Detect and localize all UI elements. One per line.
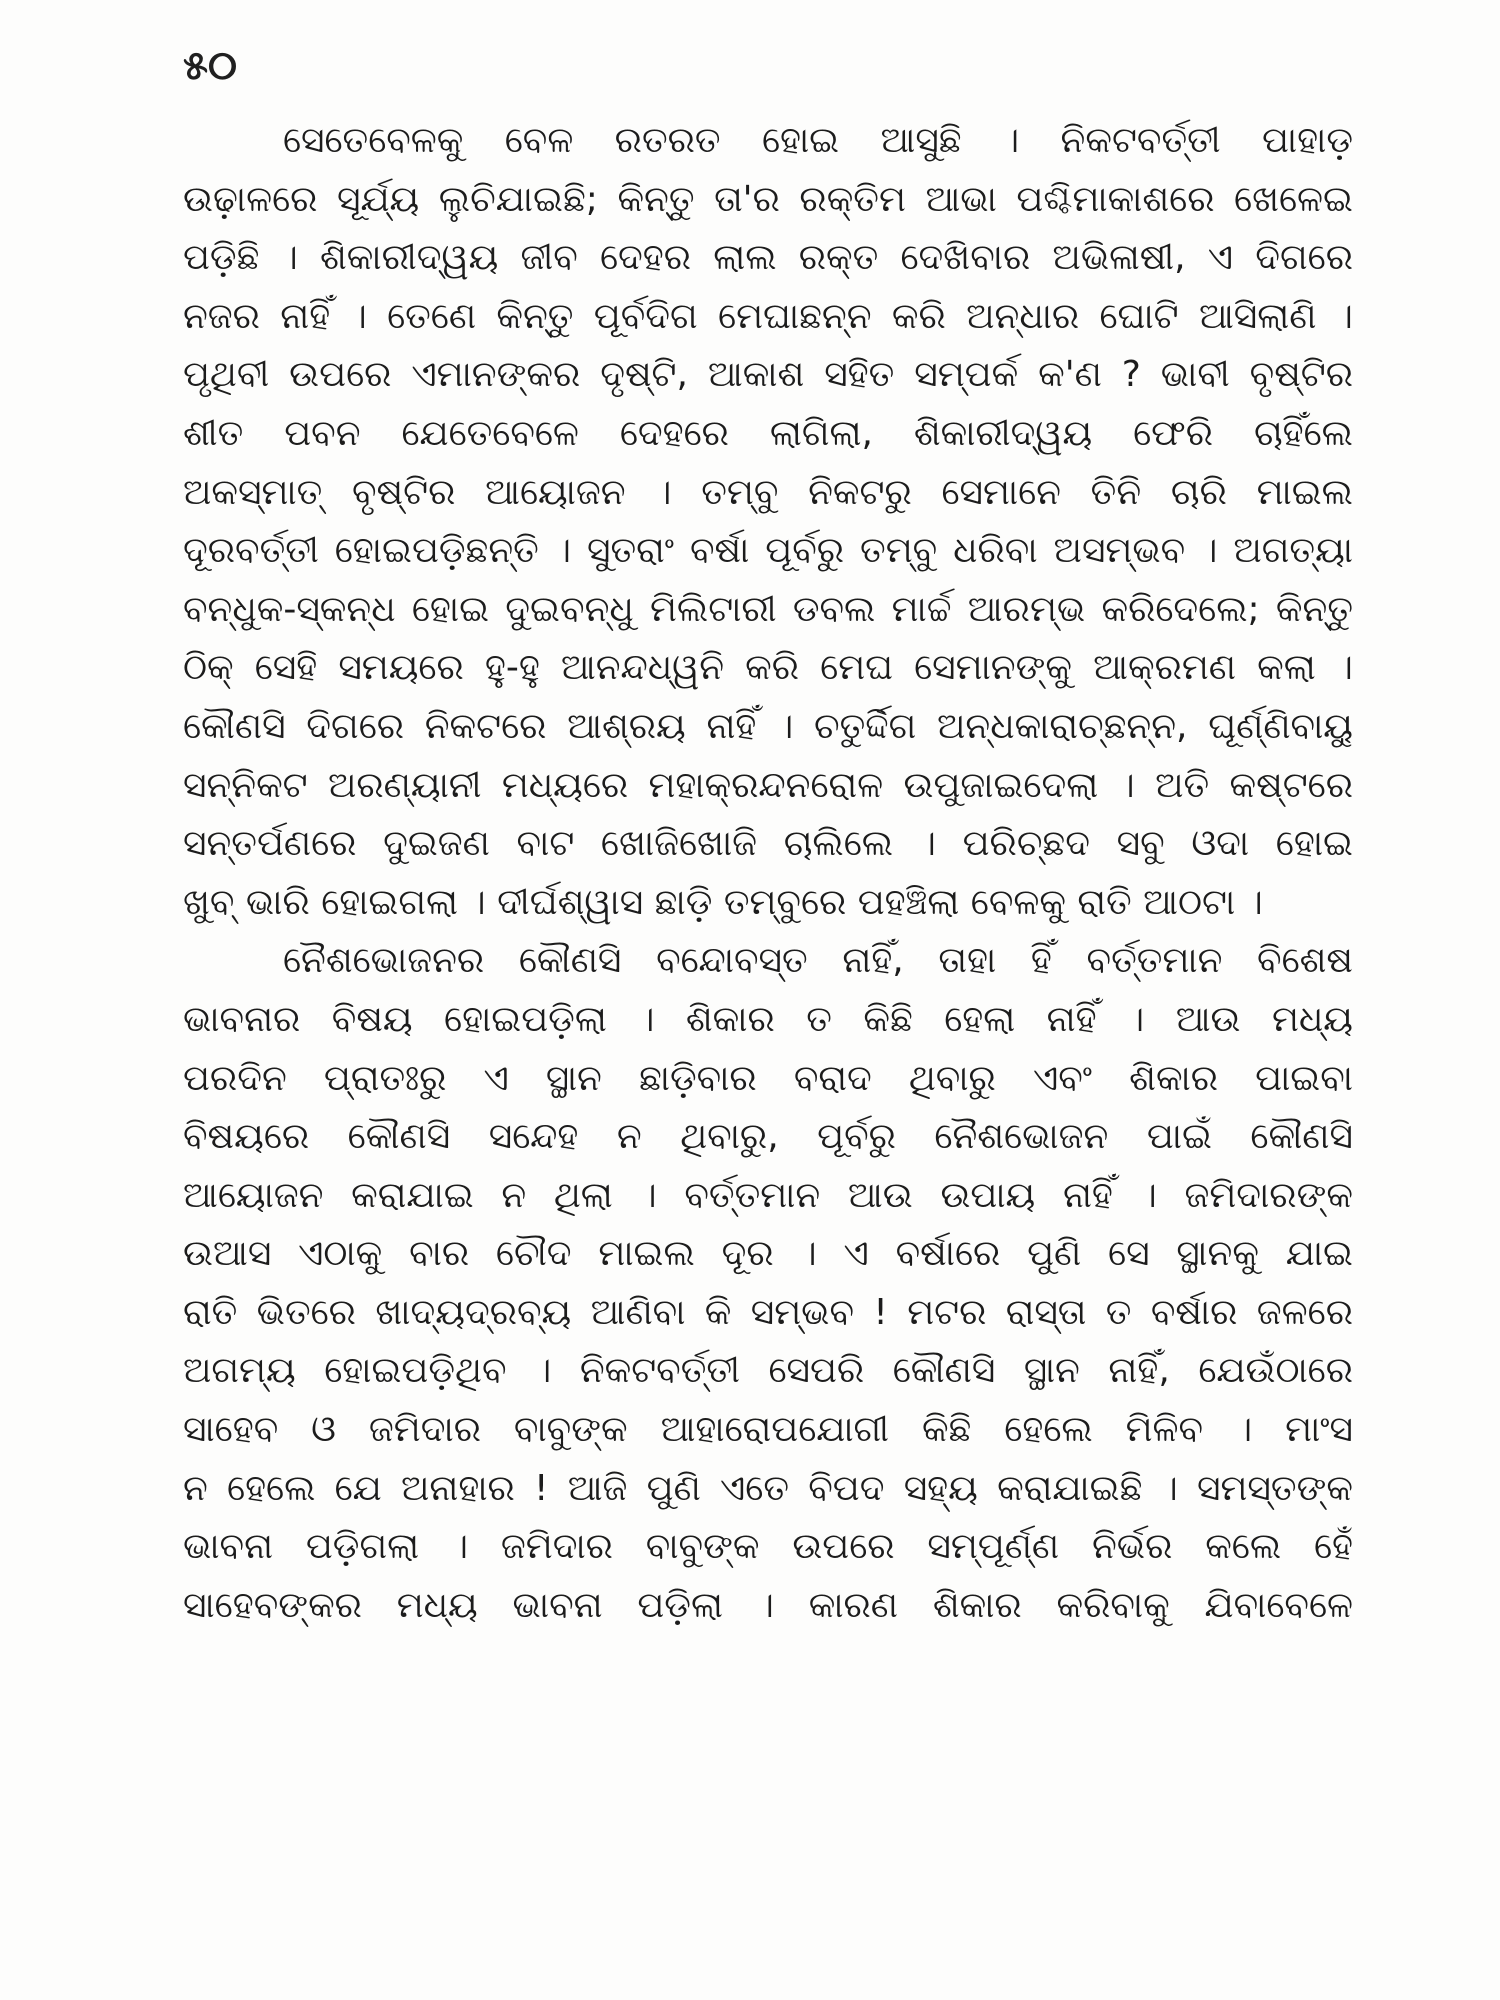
text-line: ନୈଶଭୋଜନର କୌଣସି ବନ୍ଦୋବସ୍ତ ନାହିଁ, ତାହା ହିଁ ବର୍ତ୍ତମାନ ବିଶେଷ <box>283 940 1353 982</box>
text-line: ଠିକ୍ ସେହି ସମୟରେ ହୁ-ହୁ ଆନନ୍ଦଧ୍ୱନି କରି ମେଘ ସେମାନଙ୍କୁ ଆକ୍ରମଣ କଲା । <box>183 647 1353 689</box>
text-line: ନ ହେଲେ ଯେ ଅନାହାର ! ଆଜି ପୁଣି ଏତେ ବିପଦ ସହ୍ୟ କରାଯାଇଛି । ସମସ୍ତଙ୍କ <box>183 1467 1353 1509</box>
text-line: ପଡ଼ିଛି । ଶିକାରୀଦ୍ୱୟ ଜୀବ ଦେହର ଲାଲ ରକ୍ତ ଦେଖିବାର ଅଭିଳାଷୀ, ଏ ଦିଗରେ <box>183 237 1353 279</box>
text-line: ଖୁବ୍ ଭାରି ହୋଇଗଲା । ଦୀର୍ଘଶ୍ୱାସ ଛାଡ଼ି ତମ୍ବୁରେ ପହଞ୍ଚିଲା ବେଳକୁ ରାତି ଆଠଟା । <box>183 881 1263 923</box>
text-line: ଭାବନାର ବିଷୟ ହୋଇପଡ଼ିଲା । ଶିକାର ତ କିଛି ହେଲା ନାହିଁ । ଆଉ ମଧ୍ୟ <box>183 998 1353 1040</box>
text-line: ରାତି ଭିତରେ ଖାଦ୍ୟଦ୍ରବ୍ୟ ଆଣିବା କି ସମ୍ଭବ ! ମଟର ରାସ୍ତା ତ ବର୍ଷାର ଜଳରେ <box>183 1291 1353 1333</box>
text-line: ବିଷୟରେ କୌଣସି ସନ୍ଦେହ ନ ଥିବାରୁ, ପୂର୍ବରୁ ନୈଶଭୋଜନ ପାଇଁ କୌଣସି <box>183 1116 1353 1158</box>
text-line: ଭାବନା ପଡ଼ିଗଲା । ଜମିଦାର ବାବୁଙ୍କ ଉପରେ ସମ୍ପୂର୍ଣ୍ଣ ନିର୍ଭର କଲେ ହେଁ <box>183 1526 1353 1568</box>
text-line: ବନ୍ଧୁକ-ସ୍କନ୍ଧ ହୋଇ ଦୁଇବନ୍ଧୁ ମିଲିଟାରୀ ଡବଲ ମାର୍ଚ୍ଚ ଆରମ୍ଭ କରିଦେଲେ; କିନ୍ତୁ <box>183 588 1353 630</box>
paragraph-1 <box>183 112 1353 932</box>
text-line: ସନ୍ତର୍ପଣରେ ଦୁଇଜଣ ବାଟ ଖୋଜିଖୋଜି ଚାଲିଲେ । ପରିଚ୍ଛଦ ସବୁ ଓଦା ହୋଇ <box>183 823 1353 865</box>
text-line: ନଜର ନାହିଁ । ତେଣେ କିନ୍ତୁ ପୂର୍ବଦିଗ ମେଘାଛନ୍ନ କରି ଅନ୍ଧାର ଘୋଟି ଆସିଲାଣି । <box>183 295 1353 337</box>
text-line: ଉଢ଼ାଳରେ ସୂର୍ଯ୍ୟ ଲୁଚିଯାଇଛି; କିନ୍ତୁ ତା'ର ରକ୍ତିମ ଆଭା ପଶ୍ଚିମାକାଶରେ ଖେଳେଇ <box>183 178 1353 220</box>
text-line: ସେତେବେଳକୁ ବେଳ ରତରତ ହୋଇ ଆସୁଛି । ନିକଟବର୍ତ୍ତୀ ପାହାଡ଼ <box>283 120 1353 161</box>
text-line: ଶୀତ ପବନ ଯେତେବେଳେ ଦେହରେ ଲାଗିଲା, ଶିକାରୀଦ୍ୱୟ ଫେରି ଚାହିଁଲେ <box>183 412 1353 454</box>
text-line: ଉଆସ ଏଠାକୁ ବାର ଚୌଦ ମାଇଲ ଦୂର । ଏ ବର୍ଷାରେ ପୁଣି ସେ ସ୍ଥାନକୁ ଯାଇ <box>183 1233 1353 1275</box>
text-line: କୌଣସି ଦିଗରେ ନିକଟରେ ଆଶ୍ରୟ ନାହିଁ । ଚତୁର୍ଦ୍ଦିଗ ଅନ୍ଧକାରାଚ୍ଛନ୍ନ, ଘୂର୍ଣ୍ଣିବାୟୁ <box>183 705 1353 747</box>
page-number: ୫୦ <box>183 43 237 89</box>
text-line: ଅଗମ୍ୟ ହୋଇପଡ଼ିଥିବ । ନିକଟବର୍ତ୍ତୀ ସେପରି କୌଣସି ସ୍ଥାନ ନାହିଁ, ଯେଉଁଠାରେ <box>183 1350 1353 1392</box>
text-line: ସାହେବ ଓ ଜମିଦାର ବାବୁଙ୍କ ଆହାରୋପଯୋଗୀ କିଛି ହେଲେ ମିଳିବ । ମାଂସ <box>183 1409 1353 1451</box>
text-line: ସନ୍ନିକଟ ଅରଣ୍ୟାନୀ ମଧ୍ୟରେ ମହାକ୍ରନ୍ଦନରୋଳ ଉପୁଜାଇଦେଲା । ଅତି କଷ୍ଟରେ <box>183 764 1353 806</box>
body-text <box>183 112 1353 1635</box>
text-line: ଅକସ୍ମାତ୍ ବୃଷ୍ଟିର ଆୟୋଜନ । ତମ୍ବୁ ନିକଟରୁ ସେମାନେ ତିନି ଚାରି ମାଇଲ <box>183 471 1353 513</box>
text-line: ସାହେବଙ୍କର ମଧ୍ୟ ଭାବନା ପଡ଼ିଲା । କାରଣ ଶିକାର କରିବାକୁ ଯିବାବେଳେ <box>183 1584 1353 1626</box>
text-line: ପୃଥିବୀ ଉପରେ ଏମାନଙ୍କର ଦୃଷ୍ଟି, ଆକାଶ ସହିତ ସମ୍ପର୍କ କ'ଣ ? ଭାବୀ ବୃଷ୍ଟିର <box>183 354 1353 396</box>
text-line: ଦୂରବର୍ତ୍ତୀ ହୋଇପଡ଼ିଛନ୍ତି । ସୁତରାଂ ବର୍ଷା ପୂର୍ବରୁ ତମ୍ବୁ ଧରିବା ଅସମ୍ଭବ । ଅଗତ୍ୟା <box>183 530 1353 572</box>
text-line: ଆୟୋଜନ କରାଯାଇ ନ ଥିଲା । ବର୍ତ୍ତମାନ ଆଉ ଉପାୟ ନାହିଁ । ଜମିଦାରଙ୍କ <box>183 1174 1353 1216</box>
text-line: ପରଦିନ ପ୍ରାତଃରୁ ଏ ସ୍ଥାନ ଛାଡ଼ିବାର ବରାଦ ଥିବାରୁ ଏବଂ ଶିକାର ପାଇବା <box>183 1057 1353 1099</box>
paragraph-2 <box>183 932 1353 1635</box>
